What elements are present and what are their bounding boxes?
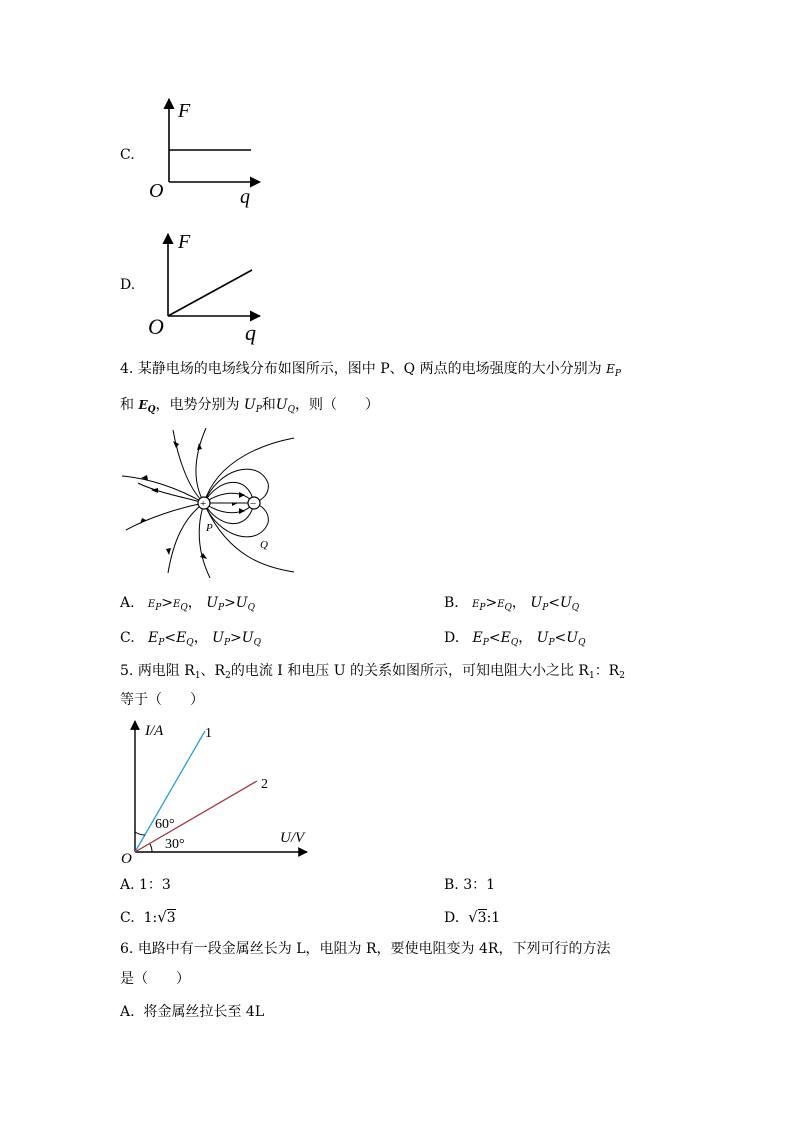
- q6-option-a[interactable]: A. 将金属丝拉长至 4L: [120, 1004, 265, 1020]
- question-6-line2: 是（ ）: [120, 971, 190, 987]
- y-axis-label: F: [178, 231, 191, 253]
- angle-60-label: 60°: [155, 817, 175, 832]
- point-p-label: P: [206, 522, 213, 534]
- angle-30-label: 30°: [165, 837, 185, 852]
- question-5-line2: 等于（ ）: [120, 692, 204, 708]
- question-number: 4.: [120, 361, 134, 377]
- graph-d: [140, 228, 270, 348]
- q5-option-a[interactable]: A. 1：3: [120, 877, 171, 893]
- iu-graph: [115, 715, 315, 870]
- option-c-label[interactable]: C.: [120, 147, 135, 163]
- q5-option-b[interactable]: B. 3：1: [444, 877, 496, 893]
- option-d-label[interactable]: D.: [120, 277, 136, 293]
- q5-option-d[interactable]: D. √3:1: [444, 908, 501, 926]
- q4-option-c[interactable]: C. $E_P<E_Q$， $U_P>U_Q$: [120, 630, 261, 648]
- question-5-line1: 5. 两电阻 $R_1$、$R_2$的电流 I 和电压 U 的关系如图所示，可知电阻大小之比 $R_1$：$R_2$: [120, 663, 625, 681]
- q4-option-b[interactable]: B. $E_P>E_Q$， $U_P<U_Q$: [444, 595, 580, 613]
- proportional-line: [168, 270, 252, 316]
- x-axis-label: q: [240, 186, 250, 208]
- origin-label: O: [121, 851, 132, 867]
- y-axis-label: I/A: [145, 723, 164, 739]
- q4-option-a[interactable]: A. $E_P>E_Q$， $U_P>U_Q$: [120, 595, 255, 613]
- angle-arc-30: [150, 844, 152, 852]
- origin-label: O: [148, 314, 164, 339]
- question-6-line1: 6. 电路中有一段金属丝长为 L，电阻为 R，要使电阻变为 4R，下列可行的方法: [120, 941, 611, 957]
- q4-option-d[interactable]: D. $E_P<E_Q$， $U_P<U_Q$: [444, 630, 586, 648]
- point-q-label: Q: [260, 539, 268, 551]
- graph-c: [140, 95, 270, 215]
- line-2: [135, 781, 257, 852]
- x-axis-label: q: [245, 320, 256, 345]
- angle-arc-60: [135, 832, 145, 835]
- line-1-label: 1: [205, 726, 212, 741]
- origin-label: O: [149, 180, 164, 202]
- electric-field-diagram: [118, 428, 303, 578]
- positive-charge-sign: +: [200, 498, 207, 510]
- negative-charge-sign: −: [250, 498, 257, 510]
- x-axis-label: U/V: [280, 830, 305, 846]
- question-4-line1: 4. 某静电场的电场线分布如图所示，图中 P、Q 两点的电场强度的大小分别为 $E_P$: [120, 361, 621, 379]
- y-axis-label: F: [178, 100, 191, 122]
- question-4-line2: 和 $E_Q$，电势分别为 $U_P$和$U_Q$，则（ ）: [120, 397, 379, 415]
- line-2-label: 2: [261, 777, 268, 792]
- line-1: [135, 731, 205, 852]
- q5-option-c[interactable]: C. 1:√3: [120, 908, 176, 926]
- question-stem: 某静电场的电场线分布如图所示，图中 P、Q 两点的电场强度的大小分别为: [137, 361, 602, 377]
